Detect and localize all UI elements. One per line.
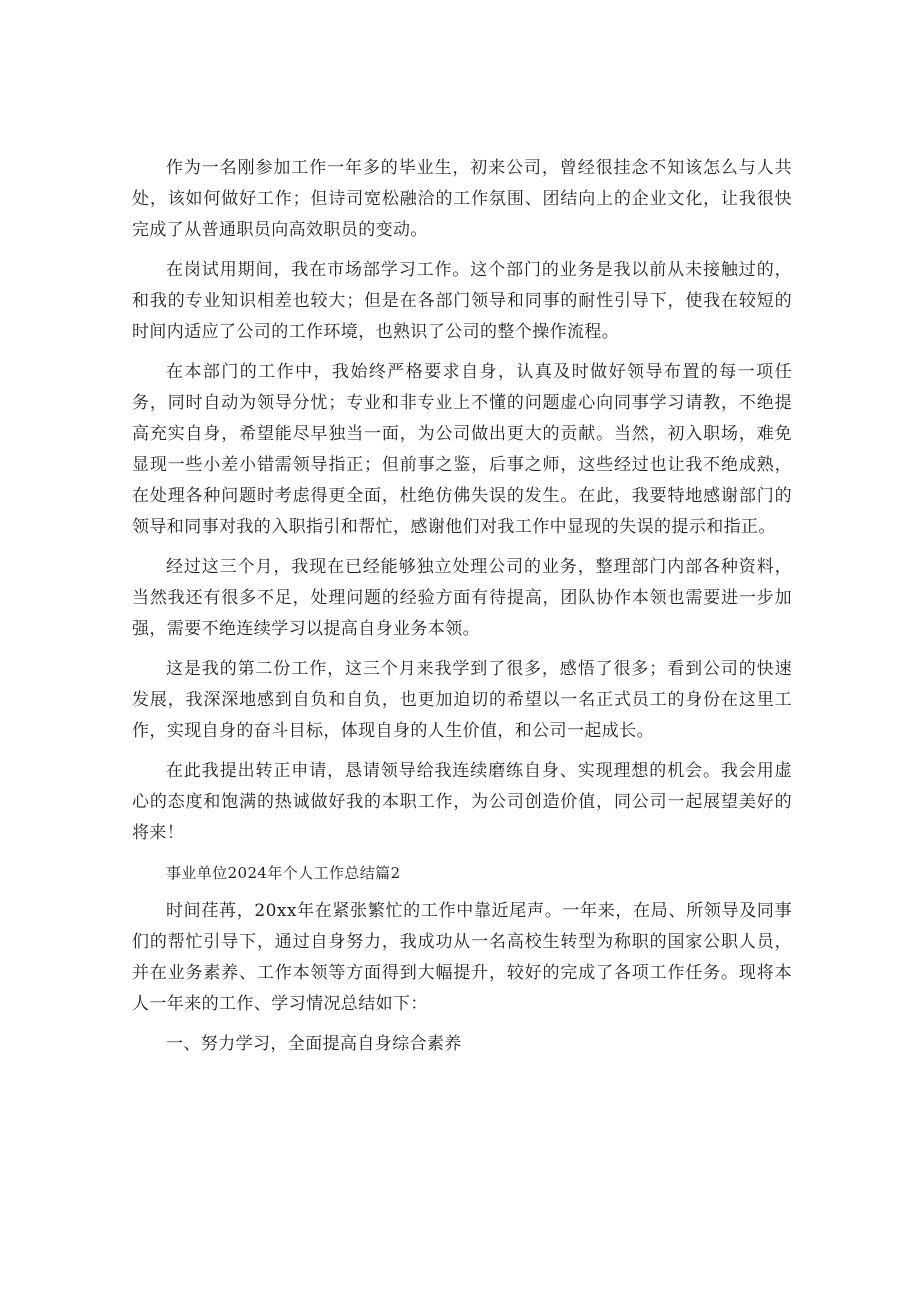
paragraph-1: 作为一名刚参加工作一年多的毕业生，初来公司，曾经很挂念不知该怎么与人共处，该如何做好工作；但诗司宽松融洽的工作氛围、团结向上的企业文化，让我很快完成了从普通职员向高效职员的变动。	[132, 158, 792, 240]
paragraph-4: 经过这三个月，我现在已经能够独立处理公司的业务，整理部门内部各种资料，当然我还有很多不足，处理问题的经验方面有待提高，团队协作本领也需要进一步加强，需要不绝连续学习以提高自身业务本领。	[132, 557, 792, 639]
section-heading: 事业单位2024年个人工作总结篇2	[166, 864, 401, 882]
paragraph-5: 这是我的第二份工作，这三个月来我学到了很多，感悟了很多；看到公司的快速发展，我深深地感到自负和自负，也更加迫切的希望以一名正式员工的身份在这里工作，实现自身的奋斗目标，体现自身的人生价值，和公司一起成长。	[132, 659, 792, 741]
paragraph-2: 在岗试用期间，我在市场部学习工作。这个部门的业务是我以前从未接触过的，和我的专业知识相差也较大；但是在各部门领导和同事的耐性引导下，使我在较短的时间内适应了公司的工作环境，也熟识了公司的整个操作流程。	[132, 260, 792, 342]
paragraph-7: 时间荏苒，20xx年在紧张繁忙的工作中靠近尾声。一年来，在局、所领导及同事们的帮忙引导下，通过自身努力，我成功从一名高校生转型为称职的国家公职人员，并在业务素养、工作本领等方面得到大幅提升，较好的完成了各项工作任务。现将本人一年来的工作、学习情况总结如下：	[132, 901, 792, 1014]
subheading: 一、努力学习，全面提高自身综合素养	[166, 1034, 462, 1054]
document-body	[132, 153, 792, 1060]
paragraph-6: 在此我提出转正申请，恳请领导给我连续磨练自身、实现理想的机会。我会用虚心的态度和饱满的热诚做好我的本职工作，为公司创造价值，同公司一起展望美好的将来！	[132, 761, 792, 843]
paragraph-3: 在本部门的工作中，我始终严格要求自身，认真及时做好领导布置的每一项任务，同时自动为领导分忧；专业和非专业上不懂的问题虚心向同事学习请教，不绝提高充实自身，希望能尽早独当一面，为公司做出更大的贡献。当然，初入职场，难免显现一些小差小错需领导指正；但前事之鉴，后事之师，这些经过也让我不绝成熟，在处理各种问题时考虑得更全面，杜绝仿佛失误的发生。在此，我要特地感谢部门的领导和同事对我的入职指引和帮忙，感谢他们对我工作中显现的失误的提示和指正。	[132, 362, 792, 537]
